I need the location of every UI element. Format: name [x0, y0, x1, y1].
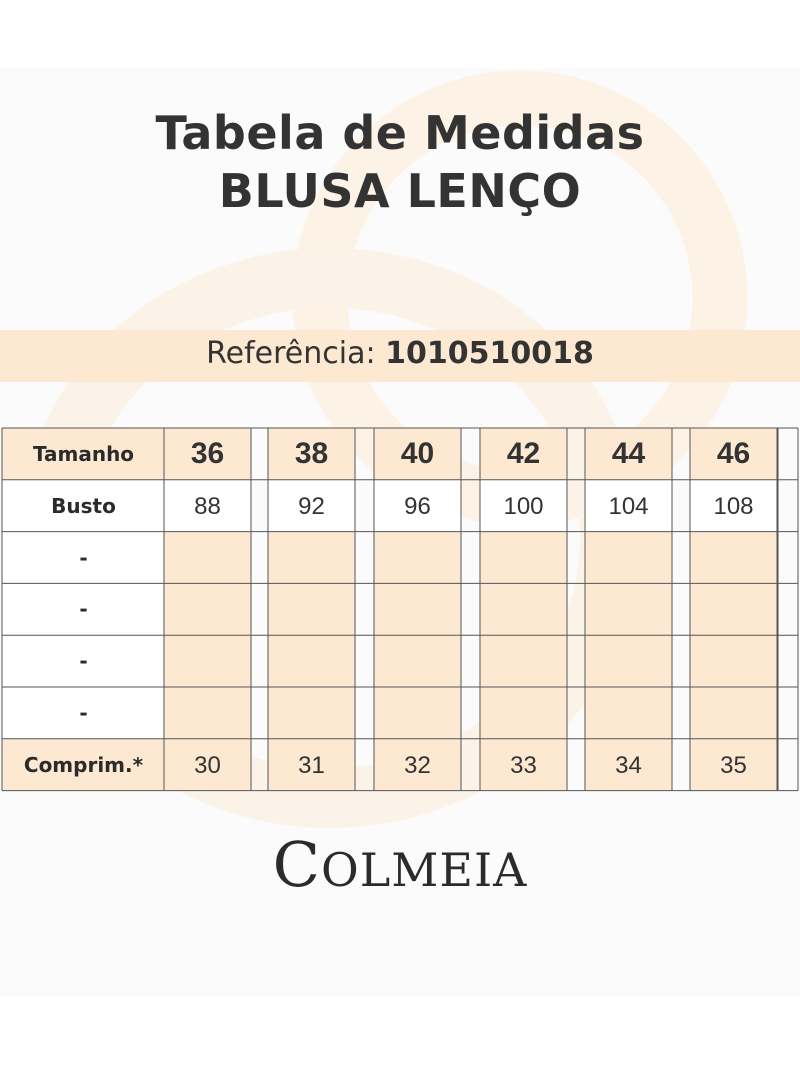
- busto-cell: 92: [298, 492, 325, 520]
- product-name: BLUSA LENÇO: [218, 164, 582, 218]
- busto-cell: 88: [194, 492, 221, 520]
- size-cell: 42: [506, 437, 541, 470]
- row-label: -: [79, 597, 88, 622]
- size-cell: 46: [716, 437, 751, 470]
- colmeia-logo: COLMEIA: [272, 828, 528, 901]
- size-cell: 40: [400, 437, 435, 470]
- size-cell: 44: [611, 437, 646, 470]
- reference-label: Referência:: [206, 336, 376, 371]
- row-label: -: [79, 649, 88, 674]
- comprimento-cell: 35: [720, 751, 747, 779]
- busto-cell: 108: [713, 492, 754, 520]
- busto-cell: 96: [404, 492, 431, 520]
- row-label: Busto: [51, 493, 116, 518]
- reference-number: 1010510018: [385, 336, 594, 371]
- size-cell: 38: [294, 437, 329, 470]
- comprimento-cell: 34: [615, 751, 642, 779]
- comprimento-cell: 33: [510, 751, 537, 779]
- page-title: Tabela de Medidas: [155, 106, 645, 160]
- comprimento-cell: 31: [298, 751, 325, 779]
- size-cell: 36: [190, 437, 225, 470]
- row-label: -: [79, 701, 88, 725]
- comprimento-cell: 32: [404, 751, 431, 779]
- busto-cell: 100: [503, 492, 544, 520]
- row-label: -: [79, 545, 88, 570]
- comprimento-cell: 30: [194, 751, 221, 779]
- row-label: Comprim.*: [23, 752, 144, 777]
- busto-cell: 104: [608, 492, 649, 520]
- row-label: Tamanho: [32, 442, 135, 466]
